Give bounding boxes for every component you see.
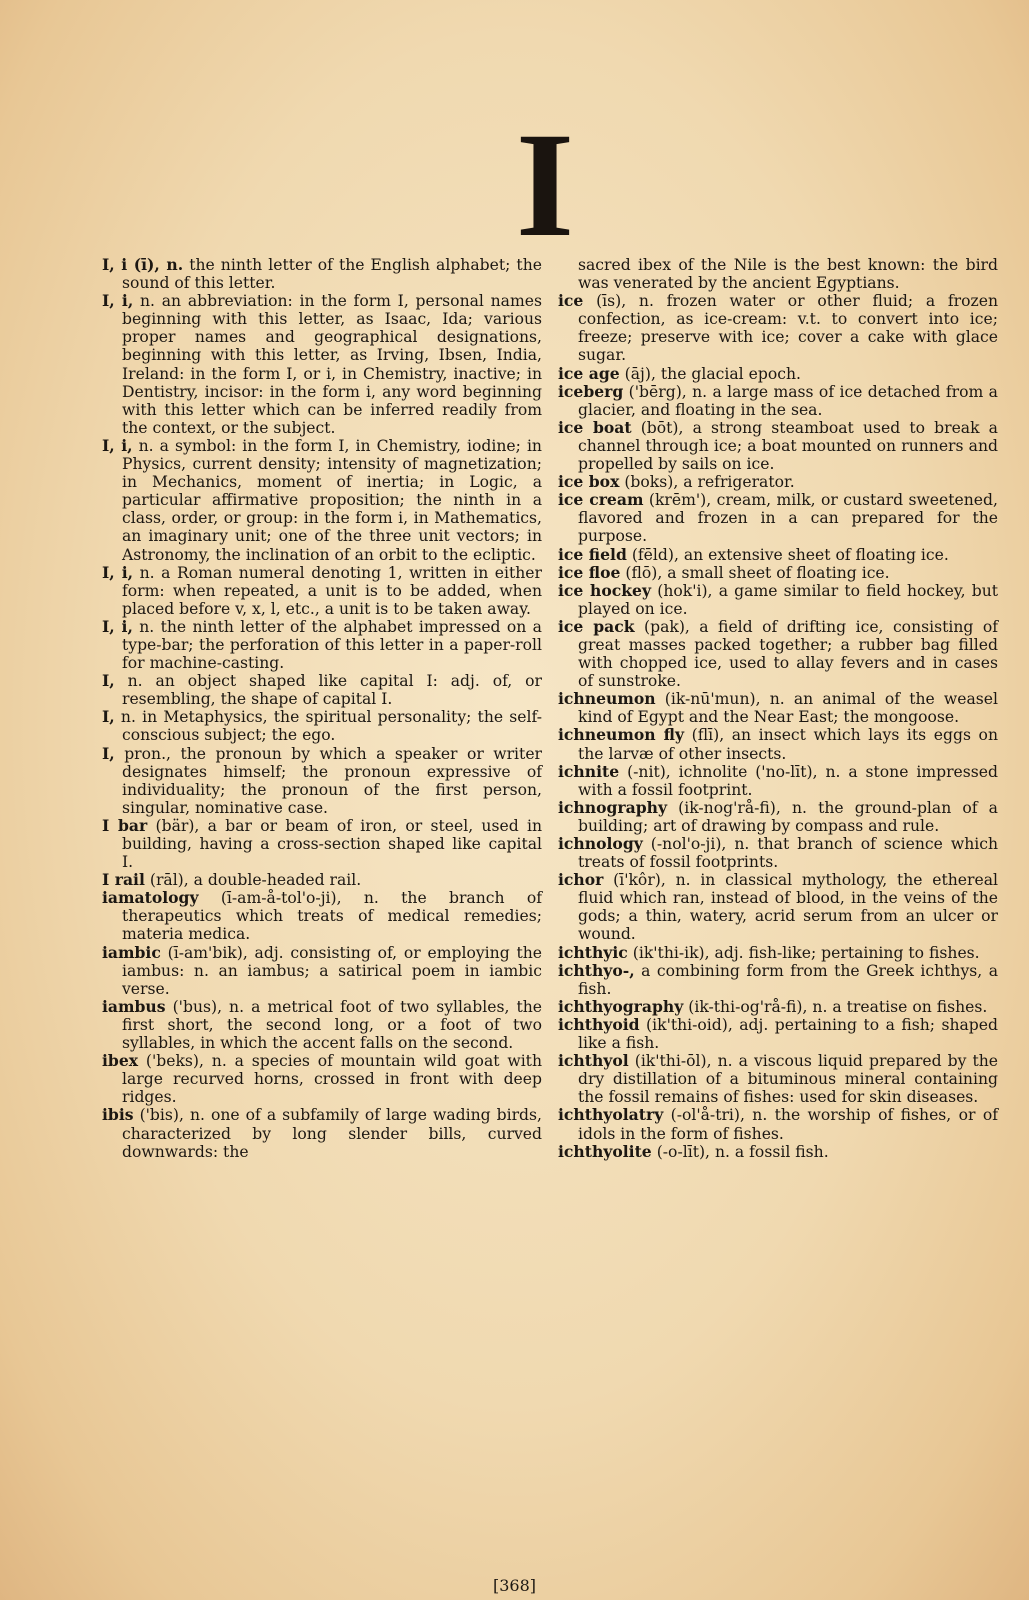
dictionary-entry: [558, 491, 998, 545]
entry-definition: (bär), a bar or beam of iron, or steel, used in building, having a cross-section shaped like capital I.: [122, 816, 542, 872]
dictionary-entry: [558, 962, 998, 998]
entry-headword: I,: [102, 743, 115, 763]
dictionary-entry: [558, 383, 998, 419]
entry-headword: iambus: [102, 996, 166, 1016]
entry-headword: ice field: [558, 544, 627, 564]
section-letter: I: [515, 102, 575, 268]
dictionary-entry: [558, 1106, 998, 1142]
entry-headword: ice age: [558, 363, 620, 383]
entry-definition: n. the ninth letter of the alphabet impressed on a type-bar; the perforation of this letter in a paper-roll for machine-casting.: [122, 617, 542, 673]
entry-headword: I,: [102, 671, 115, 691]
entry-definition: (boks), a refrigerator.: [624, 473, 795, 492]
continued-entry: sacred ibex of the Nile is the best known: the bird was venerated by the ancient Egyptians.: [578, 256, 998, 293]
dictionary-entry: [558, 1143, 998, 1161]
entry-headword: I, i,: [102, 291, 134, 311]
entry-definition: ('bus), n. a metrical foot of two syllables, the first short, the second long, or a foot of two syllables, in which the accent falls on the second.: [122, 997, 542, 1053]
entry-headword: ice boat: [558, 417, 632, 437]
entry-definition: pron., the pronoun by which a speaker or writer designates himself; the pronoun expressive of individuality; the pronoun of the first person, singular, nominative case.: [122, 744, 542, 817]
entry-definition: (rāl), a double-headed rail.: [149, 871, 362, 890]
entry-headword: ichnography: [558, 797, 668, 817]
entry-headword: ibis: [102, 1105, 134, 1125]
dictionary-entry: [558, 564, 998, 582]
entry-headword: ichthyol: [558, 1051, 629, 1071]
entry-headword: I, i,: [102, 616, 133, 636]
dictionary-entry: [102, 256, 542, 292]
entry-definition: (fēld), an extensive sheet of floating ice.: [631, 545, 949, 564]
entry-definition: (hok'i), a game similar to field hockey, but played on ice.: [578, 581, 999, 618]
entry-definition: (ik'thi-ōl), n. a viscous liquid prepared by the dry distillation of a bituminous mineral containing the fossil remains of fishes: used for skin diseases.: [578, 1052, 998, 1107]
dictionary-entry: [558, 835, 998, 871]
dictionary-entry: [558, 419, 998, 473]
entry-headword: ichthyo-,: [558, 960, 635, 980]
dictionary-entry: [558, 1016, 998, 1052]
entry-headword: ice cream: [558, 490, 644, 510]
dictionary-entry: [102, 1052, 542, 1106]
entry-definition: (-o-līt), n. a fossil fish.: [656, 1142, 829, 1161]
dictionary-entry: [102, 708, 542, 744]
entry-headword: iamatology: [102, 888, 199, 908]
entry-definition: ('bērg), n. a large mass of ice detached from a glacier, and floating in the sea.: [578, 382, 998, 419]
entry-headword: I, i,: [102, 435, 133, 455]
entry-headword: ichthyolatry: [558, 1105, 664, 1125]
dictionary-entry: [558, 365, 998, 383]
entry-definition: (bōt), a strong steamboat used to break a channel through ice; a boat mounted on runners and propelled by sails on ice.: [578, 418, 998, 474]
dictionary-entry: [558, 944, 998, 962]
page-number: [368]: [492, 1576, 537, 1595]
entry-definition: n. an object shaped like capital I: adj. of, or resembling, the shape of capital I.: [122, 672, 542, 709]
dictionary-entry: [102, 889, 542, 943]
entry-definition: (ik'thi-oid), adj. pertaining to a fish; shaped like a fish.: [578, 1015, 998, 1053]
entry-definition: (pak), a field of drifting ice, consisting of great masses packed together; a rubber bag filled with chopped ice, used to allay fevers and in cases of sunstroke.: [578, 617, 998, 691]
entry-definition: (flō), a small sheet of floating ice.: [625, 563, 890, 582]
entry-headword: ichthyolite: [558, 1141, 652, 1161]
entry-headword: iambic: [102, 942, 161, 962]
dictionary-entry: [102, 292, 542, 437]
dictionary-entry: [102, 871, 542, 889]
dictionary-entry: [102, 672, 542, 708]
entry-definition: (krēm'), cream, milk, or custard sweetened, flavored and frozen in a can prepared for the purpose.: [578, 491, 998, 546]
entry-headword: ichnology: [558, 834, 643, 853]
dictionary-entry: [558, 998, 998, 1016]
dictionary-entry: [558, 292, 998, 364]
entry-definition: (-ol'å-tri), n. the worship of fishes, or of idols in the form of fishes.: [578, 1106, 998, 1143]
dictionary-entry: [102, 745, 542, 817]
dictionary-entry: [102, 817, 542, 871]
entry-headword: ichthyoid: [558, 1014, 640, 1034]
dictionary-entry: [558, 763, 998, 799]
entry-definition: (flī), an insect which lays its eggs on the larvæ of other insects.: [578, 726, 998, 763]
entry-headword: I, i (ī), n.: [102, 255, 184, 274]
entry-headword: ice box: [558, 472, 620, 492]
entry-definition: n. a Roman numeral denoting 1, written in either form: when repeated, a unit is to be added, when placed before v, x, l, etc., a unit is to be taken away.: [122, 563, 542, 618]
entry-definition: (īs), n. frozen water or other fluid; a frozen confection, as ice-cream: v.t. to convert into ice; freeze; preserve with ice; cover a cake with glace sugar.: [578, 292, 998, 365]
dictionary-entry: [558, 871, 998, 943]
entry-headword: I,: [102, 707, 115, 727]
entry-headword: ice: [558, 291, 584, 311]
dictionary-entry: [102, 998, 542, 1052]
entry-headword: I bar: [102, 815, 148, 835]
entry-headword: I rail: [102, 870, 145, 890]
entry-headword: ice floe: [558, 562, 621, 582]
entry-definition: n. an abbreviation: in the form I, personal names beginning with this letter, as Isaac, Ida; various proper names and geographical designations, beginning with this letter, as Irving, Ibsen, India, Ireland: in the form I, or i, in Chemistry, inactive; in Dentistry, incisor: in the form i, any word beginning with this letter which can be inferred readily from the context, or the subject.: [122, 292, 542, 437]
entry-headword: ichnite: [558, 761, 620, 781]
dictionary-entry: [102, 564, 542, 618]
dictionary-entry: [558, 473, 998, 491]
entry-definition: n. a symbol: in the form I, in Chemistry, iodine; in Physics, current density; intensity of magnetization; in Mechanics, moment of inertia; in Logic, a particular affirmative proposition; the ninth in a class, order, or group: in the form i, in Mathematics, an imaginary unit; one of the three unit vectors; in Astronomy, the inclination of an orbit to the ecliptic.: [122, 436, 542, 564]
dictionary-entry: [558, 582, 998, 618]
dictionary-entry: [102, 1106, 542, 1160]
entry-headword: ichneumon: [558, 689, 656, 709]
entry-headword: ichthyic: [558, 942, 628, 962]
right-column: [558, 256, 998, 1161]
entry-definition: (ik'thi-ik), adj. fish-like; pertaining to fishes.: [632, 943, 980, 962]
entry-headword: ichneumon fly: [558, 725, 685, 745]
entry-headword: ichthyography: [558, 996, 684, 1016]
entry-definition: ('beks), n. a species of mountain wild goat with large recurved horns, crossed in front with deep ridges.: [122, 1052, 542, 1107]
entry-definition: (-nit), ichnolite ('no-līt), n. a stone impressed with a fossil footprint.: [578, 762, 999, 799]
entry-definition: (ik-nū'mun), n. an animal of the weasel kind of Egypt and the Near East; the mongoose.: [578, 690, 998, 727]
dictionary-entry: [558, 726, 998, 762]
dictionary-entry: [558, 1052, 998, 1106]
entry-headword: ichor: [558, 870, 604, 890]
dictionary-entry: [558, 618, 998, 690]
entry-definition: (-nol'o-ji), n. that branch of science which treats of fossil footprints.: [578, 835, 998, 872]
dictionary-entry: [558, 690, 998, 726]
dictionary-entry: [102, 618, 542, 672]
entry-definition: (ī'kôr), n. in classical mythology, the ethereal fluid which ran, instead of blood, in the veins of the gods; a thin, watery, acrid serum from an ulcer or wound.: [578, 871, 998, 944]
entry-headword: I, i,: [102, 562, 134, 582]
entry-headword: ice pack: [558, 616, 635, 636]
dictionary-entry: [102, 944, 542, 998]
entry-headword: iceberg: [558, 381, 624, 401]
entry-headword: ibex: [102, 1051, 139, 1071]
entry-definition: the ninth letter of the English alphabet; the sound of this letter.: [122, 256, 542, 293]
entry-definition: (āj), the glacial epoch.: [624, 364, 801, 383]
entry-headword: ice hockey: [558, 580, 652, 600]
entry-definition: (ī-am-å-tol'o-ji), n. the branch of therapeutics which treats of medical remedies; materia medica.: [122, 889, 542, 944]
entry-definition: n. in Metaphysics, the spiritual personality; the self-conscious subject; the ego.: [120, 708, 542, 745]
entry-definition: (ik-nog'rå-fi), n. the ground-plan of a building; art of drawing by compass and rule.: [578, 798, 998, 835]
dictionary-entry: [558, 799, 998, 835]
entry-definition: ('bis), n. one of a subfamily of large wading birds, characterized by long slender bills, curved downwards: the: [122, 1106, 543, 1161]
entry-definition: (ik-thi-og'rå-fi), n. a treatise on fishes.: [688, 997, 988, 1016]
dictionary-entry: [558, 546, 998, 564]
dictionary-entry: [102, 437, 542, 564]
entry-definition: a combining form from the Greek ichthys, a fish.: [578, 961, 998, 998]
left-column: [102, 256, 542, 1161]
entry-definition: (ī-am'bik), adj. consisting of, or employing the iambus: n. an iambus; a satirical poem in iambic verse.: [122, 943, 542, 998]
